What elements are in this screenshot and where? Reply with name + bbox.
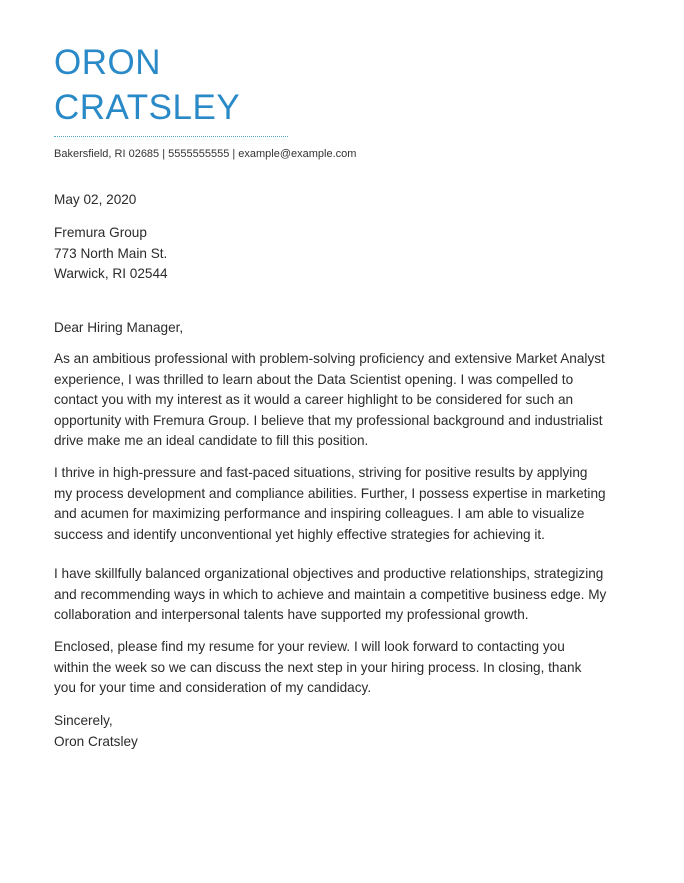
recipient-company: Fremura Group bbox=[54, 225, 147, 240]
paragraph-line: Enclosed, please find my resume for your review. I will look forward to contacting you bbox=[54, 639, 565, 654]
header-divider bbox=[54, 136, 288, 137]
body-paragraph-3 bbox=[54, 564, 634, 626]
paragraph-line: you for your time and consideration of my candidacy. bbox=[54, 680, 372, 695]
paragraph-line: experience, I was thrilled to learn about the Data Scientist opening. I was compelled to bbox=[54, 371, 574, 387]
paragraph-line: and recommending ways in which to achieve and maintain a competitive business edge. My bbox=[54, 586, 607, 602]
paragraph-line: within the week so we can discuss the next step in your hiring process. In closing, thank bbox=[54, 659, 582, 675]
recipient-street: 773 North Main St. bbox=[54, 245, 168, 261]
paragraph-line: collaboration and interpersonal talents have supported my professional growth. bbox=[54, 607, 529, 622]
applicant-last-name: CRATSLEY bbox=[54, 88, 241, 127]
body-paragraph-2 bbox=[54, 463, 634, 545]
paragraph-line: contact you with my interest as it would a career highlight to be considered for such an bbox=[54, 392, 574, 407]
paragraph-line: and acumen for maximizing performance and inspiring colleagues. I am able to visualize bbox=[54, 506, 585, 521]
paragraph-line: drive make me an ideal candidate to fill this position. bbox=[54, 433, 369, 448]
body-paragraph-1 bbox=[54, 349, 634, 452]
paragraph-line: As an ambitious professional with problem-solving proficiency and extensive Market Analyst bbox=[54, 351, 605, 366]
salutation: Dear Hiring Manager, bbox=[54, 320, 184, 335]
recipient-address bbox=[54, 223, 168, 285]
signature: Oron Cratsley bbox=[54, 733, 138, 749]
paragraph-line: I have skillfully balanced organizational objectives and productive relationships, strategizing bbox=[54, 566, 604, 581]
paragraph-line: success and identify unconventional yet highly effective strategies for achieving it. bbox=[54, 526, 545, 542]
paragraph-line: my process development and compliance abilities. Further, I possess expertise in marketing bbox=[54, 485, 606, 501]
body-paragraph-4 bbox=[54, 637, 634, 699]
contact-info: Bakersfield, RI 02685 | 5555555555 | example@example.com bbox=[54, 148, 357, 160]
paragraph-line: I thrive in high-pressure and fast-paced situations, striving for positive results by applying bbox=[54, 465, 588, 480]
recipient-city: Warwick, RI 02544 bbox=[54, 266, 168, 281]
closing bbox=[54, 711, 138, 752]
paragraph-line: opportunity with Fremura Group. I believe that my professional background and industrialist bbox=[54, 412, 603, 428]
letter-date: May 02, 2020 bbox=[54, 192, 137, 207]
applicant-first-name: ORON bbox=[54, 43, 161, 82]
valediction: Sincerely, bbox=[54, 713, 113, 728]
